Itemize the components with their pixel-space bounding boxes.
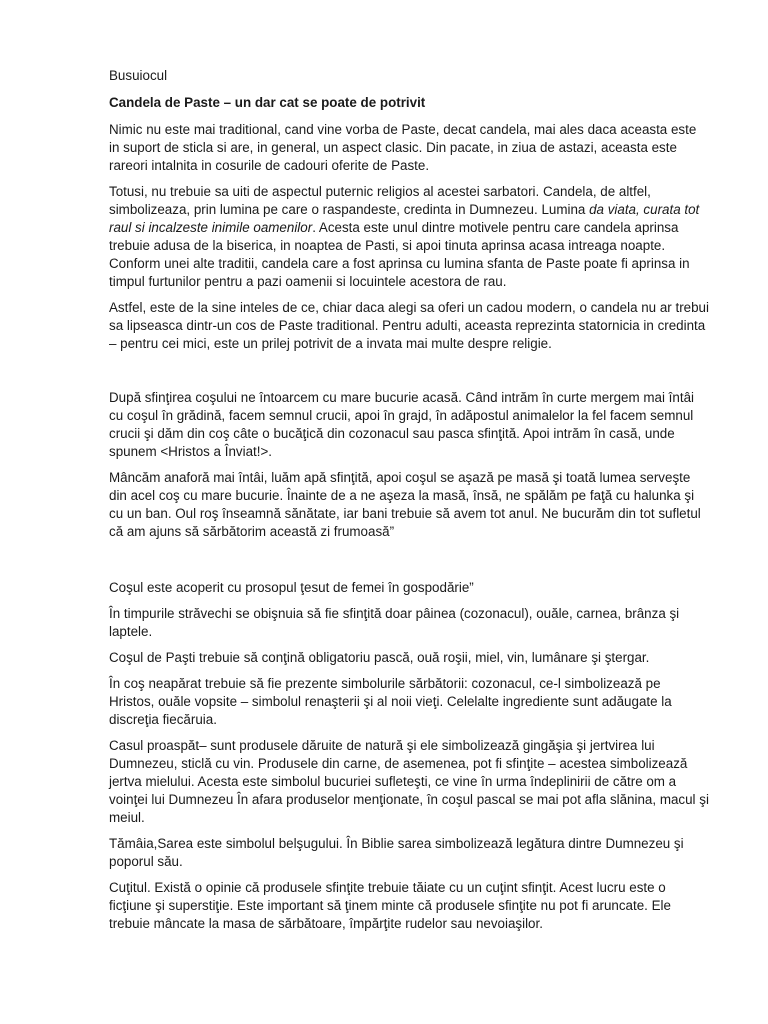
paragraph-2-italic: da viata, curata tot raul si incalzeste inimile oamenilor	[109, 202, 700, 235]
paragraph-2	[109, 183, 709, 291]
paragraph-9: În coş neapărat trebuie să fie prezente simbolurile sărbătorii: cozonacul, ce-l simbolizează pe Hristos, ouăle vopsite – simbolul renaşterii şi al noii vieţi. Celelalte ingrediente sunt adăugate la discreţia fiecăruia.	[109, 676, 672, 727]
paragraph-8: Coşul de Paşti trebuie să conţină obligatoriu pască, ouă roşii, miel, vin, lumânare şi ştergar.	[109, 650, 650, 665]
paragraph-7: În timpurile străvechi se obişnuia să fie sfinţită doar pâinea (cozonacul), ouăle, carnea, brânza şi laptele.	[109, 606, 680, 639]
document-body	[109, 67, 709, 941]
paragraph-10: Casul proaspăt– sunt produsele dăruite de natură şi ele simbolizează gingăşia şi jertvirea lui Dumnezeu, sticlă cu vin. Produsele din carne, de asemenea, pot fi sfinţite – acestea simbolizează jertva mielului. Acesta este simbolul bucuriei sufleteşti, ce vine în urma îndeplinirii de către om a voinţei lui Dumnezeu În afara produselor menţionate, în coşul pascal se mai pot afla slănina, macul şi meiul.	[109, 738, 709, 825]
article-heading: Candela de Paste – un dar cat se poate de potrivit	[109, 95, 426, 110]
paragraph-2-end: . Acesta este unul dintre motivele pentru care candela aprinsa trebuie adusa de la biserica, in noaptea de Pasti, si apoi tinuta aprinsa acasa intreaga noapte. Conform unei alte traditii, candela care a fost aprinsa cu lumina sfanta de Paste poate fi aprinsa in timpul furtunilor pentru a pazi oamenii si locuintele acestora de rau.	[109, 220, 690, 289]
paragraph-4: După sfinţirea coşului ne întoarcem cu mare bucurie acasă. Când intrăm în curte mergem mai întâi cu coşul în grădină, facem semnul crucii, apoi în grajd, în adăpostul animalelor la fel facem semnul crucii şi dăm din coş câte o bucăţică din cozonacul sau pasca sfinţită. Apoi intrăm în casă, unde spunem <Hristos a Înviat!>.	[109, 390, 694, 459]
spacer	[109, 361, 709, 389]
paragraph-5: Mâncăm anaforă mai întâi, luăm apă sfinţită, apoi coşul se aşază pe masă şi toată lumea serveşte din acel coş cu mare bucurie. Înainte de a ne aşeza la masă, însă, ne spălăm pe faţă cu halunka şi cu un ban. Oul roş înseamnă sănătate, iar bani trebuie să avem tot anul. Ne bucurăm din tot sufletul că am ajuns să sărbătorim această zi frumoasă”	[109, 470, 701, 539]
paragraph-6: Coşul este acoperit cu prosopul ţesut de femei în gospodărie”	[109, 580, 474, 595]
paragraph-12: Cuţitul. Există o opinie că produsele sfinţite trebuie tăiate cu un cuţint sfinţit. Acest lucru este o ficţiune şi superstiţie. Este important să ţinem minte că produsele sfinţite nu pot fi aruncate. Ele trebuie mâncate la masa de sărbătoare, împărţite rudelor sau nevoiaşilor.	[109, 880, 671, 931]
paragraph-2-start: Totusi, nu trebuie sa uiti de aspectul puternic religios al acestei sarbatori. Candela, de altfel, simbolizeaza, prin lumina pe care o raspandeste, credinta in Dumnezeu. Lumina	[109, 184, 651, 217]
paragraph-11: Tămâia,Sarea este simbolul belşugului. În Biblie sarea simbolizează legătura dintre Dumnezeu şi poporul său.	[109, 836, 684, 869]
spacer	[109, 549, 709, 579]
paragraph-1: Nimic nu este mai traditional, cand vine vorba de Paste, decat candela, mai ales daca aceasta este in suport de sticla si are, in general, un aspect clasic. Din pacate, in ziua de astazi, aceasta este rareori intalnita in cosurile de cadouri oferite de Paste.	[109, 122, 697, 173]
paragraph-3: Astfel, este de la sine inteles de ce, chiar daca alegi sa oferi un cadou modern, o candela nu ar trebui sa lipseasca dintr-un cos de Paste traditional. Pentru adulti, aceasta reprezinta statornicia in credinta – pentru cei mici, este un prilej potrivit de a invata mai multe despre religie.	[109, 300, 709, 351]
document-title: Busuiocul	[109, 68, 168, 83]
